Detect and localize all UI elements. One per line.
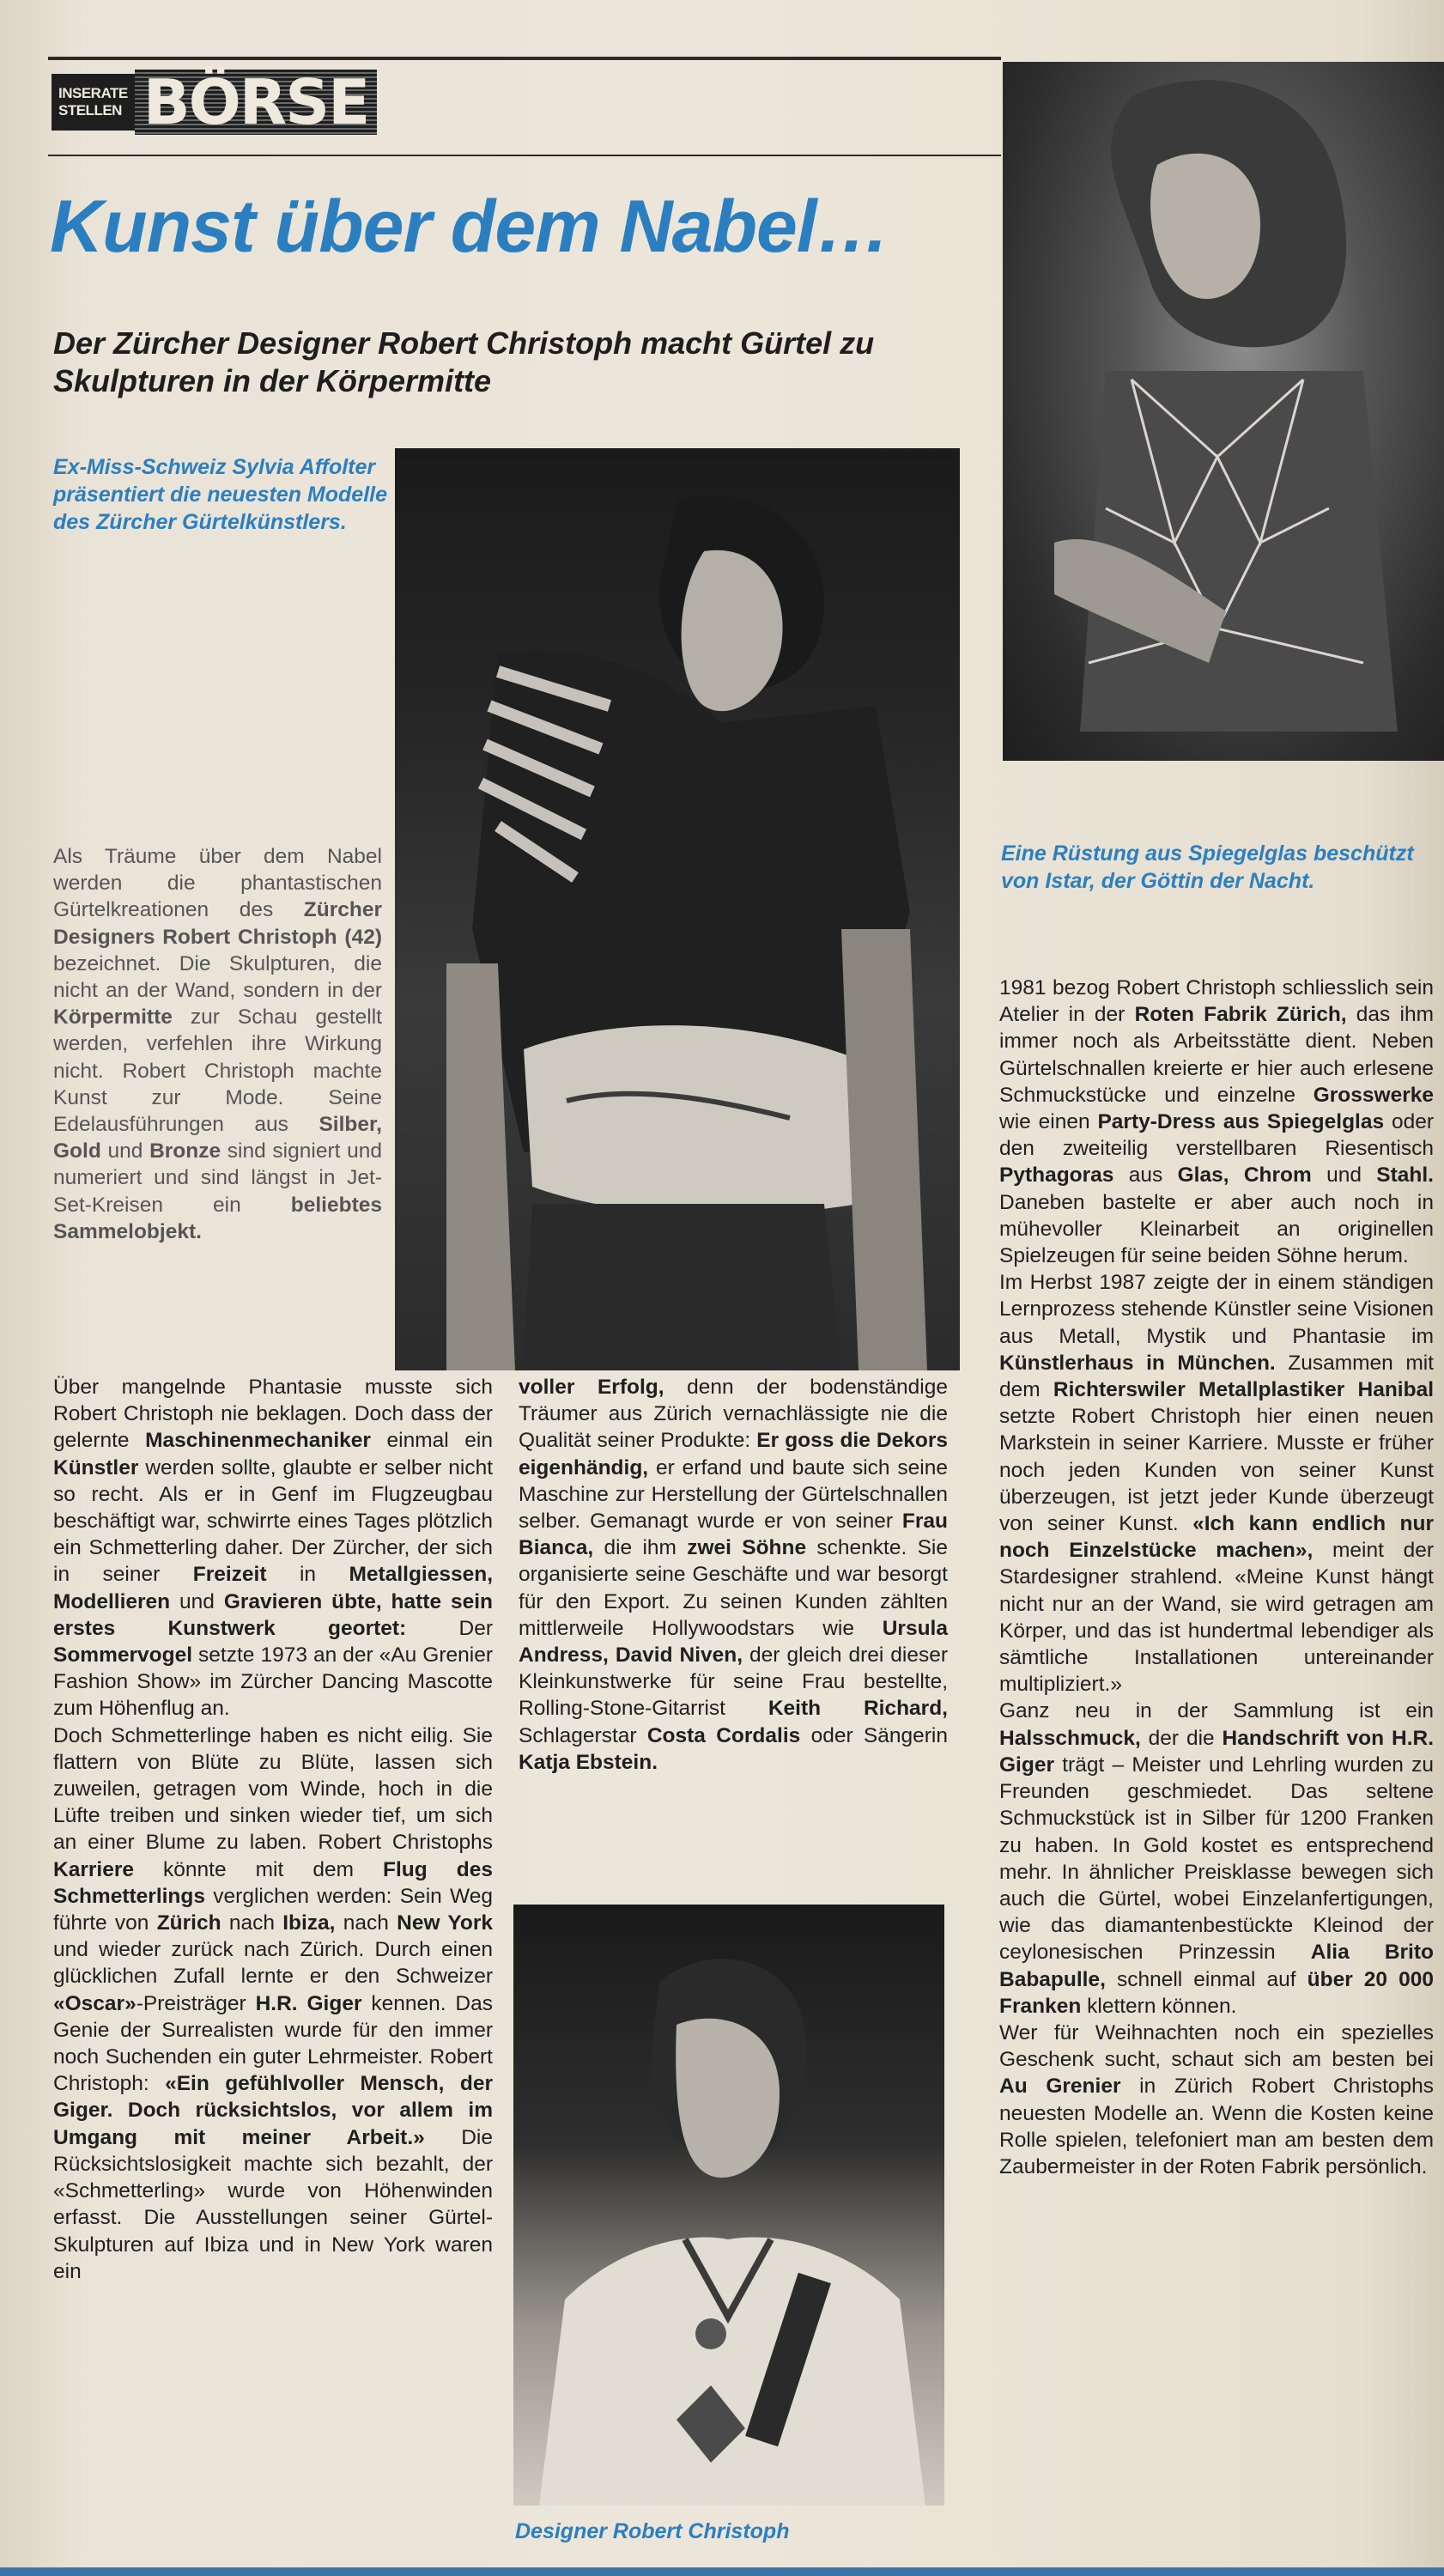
- text-run: und: [1311, 1163, 1377, 1188]
- top-rule: [48, 57, 1001, 60]
- text-bold: beliebtes Sammelobjekt.: [53, 1193, 382, 1243]
- text-bold: Körpermitte: [53, 1005, 173, 1030]
- article-column-2: [519, 1374, 948, 1776]
- text-bold: Ursula Andress, David Niven,: [519, 1616, 948, 1668]
- article-subtitle: Der Zürcher Designer Robert Christoph macht Gürtel zu Skulpturen in der Körpermitte: [53, 325, 875, 398]
- article-column-3: [999, 975, 1434, 2180]
- text-run: Als Träume über dem Nabel werden die phantastischen Gürtelkreationen des: [53, 845, 382, 922]
- text-run: einmal ein: [370, 1429, 493, 1453]
- text-run: Über mangelnde Phantasie musste sich Robert Christoph nie beklagen. Doch dass der gelernte: [53, 1376, 493, 1453]
- text-bold: Bronze: [149, 1139, 221, 1163]
- section-logo-big: BÖRSE: [135, 70, 378, 135]
- caption-sylvia: Ex-Miss-Schweiz Sylvia Affolter präsentiert die neuesten Modelle des Zürcher Gürtelkünstlers.: [53, 455, 387, 534]
- text-run: -Preisträger: [136, 1991, 256, 2015]
- caption-istar: Eine Rüstung aus Spiegelglas beschützt von Istar, der Göttin der Nacht.: [1001, 841, 1414, 893]
- paragraph-3: [519, 1374, 948, 1776]
- text-run: setzte Robert Christoph hier einen neuen Markstein in seiner Karriere. Musste er früher noch jeden Kunden von seiner Kunst überzeugen, ist jetzt jeder Kunde überzeugt von seiner Kunst.: [999, 1405, 1434, 1536]
- paragraph-7: [999, 2020, 1434, 2180]
- text-run: könnte mit dem: [133, 1857, 384, 1881]
- paragraph-1: [53, 1374, 493, 1722]
- text-run: Die Rücksichtslosigkeit machte sich bezahlt, der «Schmetterling» wurde von Höhenwinden erfasst. Die Ausstellungen seiner Gürtel-Skulpturen auf Ibiza und in New York waren ein: [53, 2125, 493, 2283]
- text-run: und: [100, 1139, 150, 1163]
- text-run: und: [170, 1589, 224, 1613]
- text-run: schnell einmal auf: [1105, 1967, 1307, 1991]
- text-run: der gleich drei dieser Kleinkunstwerke für seine Frau bestellte, Rolling-Stone-Gitarrist: [519, 1643, 949, 1721]
- text-run: bezeichnet. Die Skulpturen, die nicht an der Wand, sondern in der: [53, 951, 382, 1003]
- text-run: schenkte. Sie organisierte seine Geschäfte und war besorgt für den Export. Zu seinen Kunden zählten mittlerweile Hollywoodstars wie: [519, 1536, 948, 1640]
- text-bold: Alia Brito Babapulle,: [999, 1941, 1434, 1991]
- text-bold: Frau Bianca,: [519, 1510, 948, 1560]
- text-run: denn der bodenständige Träumer aus Zürich vernachlässigte nie die Qualität seiner Produkte:: [519, 1376, 948, 1453]
- section-logo: [52, 62, 369, 143]
- text-bold: New York: [397, 1911, 493, 1935]
- text-run: meint der Stardesigner strahlend. «Meine Kunst hängt nicht nur an der Wand, sie wird getragen am Körper, und das ist hundertmal lebendiger als sämtliche Installationen untereinander multipliziert.»: [999, 1539, 1434, 1697]
- text-run: 1981 bezog Robert Christoph schliesslich sein Atelier in der: [999, 976, 1434, 1027]
- text-bold: Metallgiessen, Modellieren: [53, 1563, 493, 1613]
- designer-photo: [513, 1905, 944, 2506]
- paragraph-4: [999, 975, 1434, 1269]
- text-bold: Grosswerke: [1313, 1083, 1434, 1107]
- istar-photo: [1003, 62, 1444, 761]
- text-run: verglichen werden: Sein Weg führte von: [53, 1884, 493, 1935]
- text-bold: Sommervogel: [53, 1643, 193, 1668]
- text-bold: Au Grenier: [999, 2075, 1121, 2099]
- text-bold: Künstler: [53, 1455, 139, 1479]
- text-bold: über 20 000 Franken: [999, 1967, 1434, 2018]
- text-bold: «Oscar»: [53, 1991, 137, 2015]
- text-bold: Pythagoras: [999, 1163, 1114, 1188]
- text-bold: Zürcher Designers Robert Christoph (42): [53, 898, 382, 949]
- text-run: nach: [221, 1911, 283, 1935]
- text-run: Zusammen mit dem: [999, 1351, 1434, 1402]
- text-run: klettern können.: [1081, 1994, 1237, 2018]
- caption-designer: Designer Robert Christoph: [515, 2519, 790, 2543]
- text-bold: Handschrift von H.R. Giger: [999, 1726, 1434, 1777]
- text-run: das ihm immer noch als Arbeitsstätte dient. Neben Gürtelschnallen kreierte er hier auch erlesene Schmuckstücke und einzelne: [999, 1003, 1434, 1107]
- text-bold: Katja Ebstein.: [519, 1750, 658, 1774]
- text-run: oder den zweiteilig verstellbaren Riesentisch: [999, 1110, 1434, 1161]
- text-run: Schlagerstar: [519, 1723, 647, 1747]
- text-run: und wieder zurück nach Zürich. Durch einen glücklichen Zufall lernte er den Schweizer: [53, 1938, 493, 1989]
- text-run: nach: [335, 1911, 397, 1935]
- text-run: die ihm: [593, 1536, 688, 1560]
- text-run: Daneben bastelte er aber auch noch in mühevoller Kleinarbeit an originellen Spielzeugen für seine beiden Söhne herum.: [999, 1190, 1434, 1268]
- text-run: sind signiert und numeriert und sind längst in Jet-Set-Kreisen ein: [53, 1139, 382, 1217]
- bottom-color-bar: [0, 2567, 1444, 2576]
- text-bold: Zürich: [156, 1911, 221, 1935]
- designer-photo-art: [513, 1905, 944, 2506]
- text-bold: Roten Fabrik Zürich,: [1134, 1003, 1347, 1027]
- text-run: Doch Schmetterlinge haben es nicht eilig. Sie flattern von Blüte zu Blüte, lassen sich zuweilen, getragen vom Winde, hoch in die Lüfte treiben und sinken wieder tief, um sich an einer Blume zu laben. Robert Christophs: [53, 1723, 493, 1855]
- text-bold: Stahl.: [1376, 1163, 1434, 1188]
- logo-line-2: STELLEN: [58, 102, 122, 118]
- sylvia-photo-art: [395, 448, 960, 1370]
- text-bold: «Ich kann endlich nur noch Einzelstücke machen»,: [999, 1512, 1434, 1563]
- sylvia-photo: [395, 448, 960, 1370]
- text-bold: Costa Cordalis: [646, 1723, 801, 1747]
- text-bold: Flug des Schmetterlings: [53, 1857, 493, 1908]
- text-run: Der: [406, 1616, 493, 1640]
- paragraph-2: [53, 1722, 493, 2285]
- article-column-1: [53, 1374, 493, 2285]
- text-run: oder Sängerin: [800, 1723, 948, 1747]
- text-bold: Künstlerhaus in München.: [999, 1351, 1276, 1375]
- text-bold: Keith Richard,: [768, 1697, 948, 1721]
- text-run: der die: [1140, 1726, 1223, 1750]
- logo-line-1: INSERATE: [58, 85, 128, 101]
- article-intro-column: [53, 843, 382, 1245]
- article-title: Kunst über dem Nabel…: [50, 185, 889, 268]
- text-bold: Silber, Gold: [53, 1113, 382, 1163]
- text-bold: Glas, Chrom: [1177, 1163, 1312, 1188]
- text-bold: voller Erfolg,: [519, 1376, 664, 1399]
- text-run: Wer für Weihnachten noch ein spezielles Geschenk sucht, schaut sich am besten bei: [999, 2020, 1434, 2072]
- text-run: in Zürich Robert Christophs neuesten Modelle an. Wenn die Kosten keine Rolle spielen, telefoniert man am besten dem Zaubermeister in der Roten Fabrik persönlich.: [999, 2075, 1434, 2178]
- text-run: er erfand und baute sich seine Maschine zur Herstellung der Gürtelschnallen selber. Gemanagt wurde er von seiner: [519, 1455, 948, 1534]
- text-bold: Karriere: [53, 1857, 134, 1881]
- text-bold: Ibiza,: [282, 1911, 336, 1935]
- text-run: aus: [1113, 1163, 1178, 1188]
- text-bold: zwei Söhne: [687, 1536, 807, 1560]
- text-bold: Party-Dress aus Spiegelglas: [1097, 1110, 1385, 1134]
- text-run: zur Schau gestellt werden, verfehlen ihre Wirkung nicht. Robert Christoph machte Kunst zur Mode. Seine Edelausführungen aus: [53, 1005, 382, 1137]
- paragraph-5: [999, 1269, 1434, 1698]
- text-run: werden sollte, glaubte er selber nicht so recht. Als er in Genf im Flugzeugbau beschäftigt war, schwirrte eines Tages plötzlich ein Schmetterling daher. Der Zürcher, der sich in seiner: [53, 1455, 493, 1587]
- text-run: kennen. Das Genie der Surrealisten wurde für den immer noch Suchenden ein guter Lehrmeister. Robert Christoph:: [53, 1991, 494, 2096]
- text-bold: Freizeit: [192, 1563, 267, 1587]
- text-run: trägt – Meister und Lehrling wurden zu Freunden geschmiedet. Das seltene Schmuckstück ist in Silber für 1200 Franken zu haben. In Gold kostet es entsprechend mehr. In ähnlicher Preisklasse bewegen sich auch die Gürtel, wobei Einzelanfertigungen, wie das diamantenbestückte Kleinod der ceylonesischen Prinzessin: [999, 1753, 1434, 1965]
- header-rule: [48, 155, 1001, 156]
- text-run: Im Herbst 1987 zeigte der in einem ständigen Lernprozess stehende Künstler seine Visionen aus Metall, Mystik und Phantasie im: [999, 1271, 1434, 1348]
- istar-photo-art: [1003, 62, 1444, 761]
- text-run: in: [266, 1563, 349, 1587]
- text-bold: Maschinenmechaniker: [145, 1429, 371, 1453]
- text-run: setzte 1973 an der «Au Grenier Fashion Show» im Zürcher Dancing Mascotte zum Höhenflug an.: [53, 1643, 493, 1721]
- text-bold: Gravieren übte, hatte sein erstes Kunstwerk geortet:: [53, 1589, 494, 1640]
- section-logo-small: [52, 74, 135, 131]
- text-bold: H.R. Giger: [255, 1991, 362, 2015]
- intro-paragraph: [53, 843, 382, 1245]
- text-run: wie einen: [999, 1110, 1098, 1134]
- text-bold: Richterswiler Metallplastiker Hanibal: [1053, 1378, 1434, 1402]
- text-bold: Er goss die Dekors eigenhändig,: [519, 1429, 948, 1479]
- text-bold: Halsschmuck,: [999, 1726, 1141, 1750]
- text-bold: «Ein gefühlvoller Mensch, der Giger. Doch rücksichtslos, vor allem im Umgang mit meiner Arbeit.»: [53, 2072, 493, 2149]
- paragraph-6: [999, 1698, 1434, 2019]
- text-run: Ganz neu in der Sammlung ist ein: [999, 1699, 1434, 1723]
